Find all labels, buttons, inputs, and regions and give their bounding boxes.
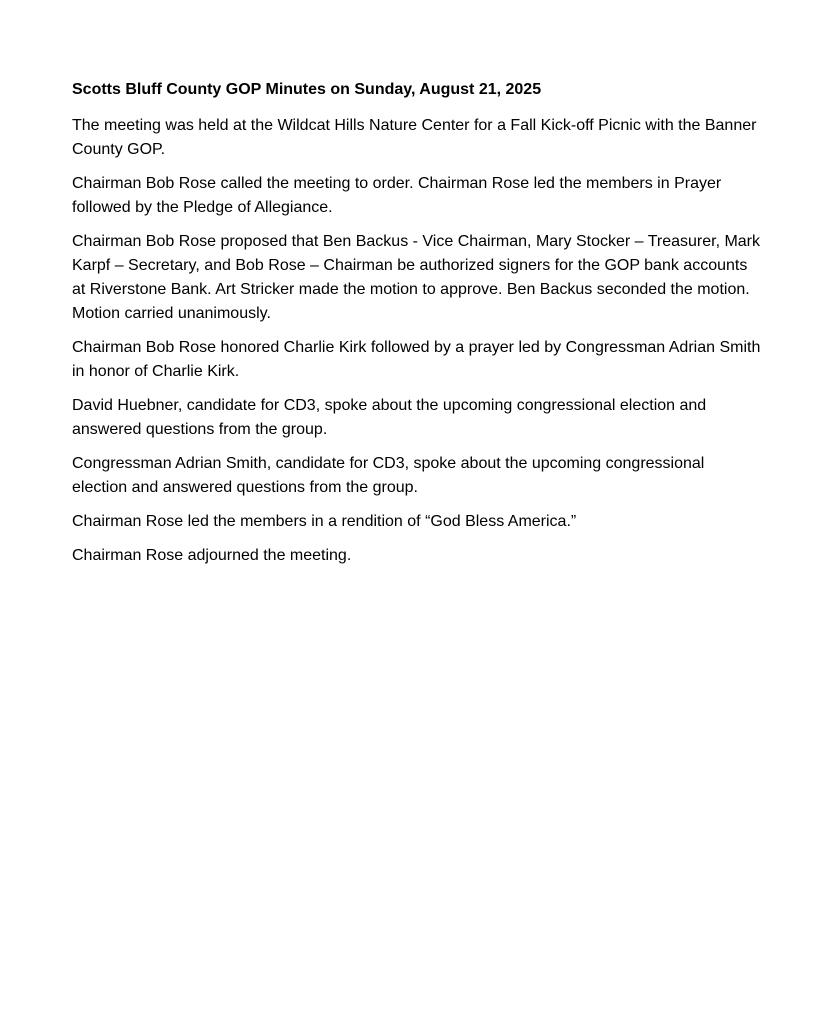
paragraph-authorized-signers: Chairman Bob Rose proposed that Ben Backus - Vice Chairman, Mary Stocker – Treasurer, Mark Karpf – Secretary, and Bob Rose – Chairman be authorized signers for the GOP bank accounts at Riverstone Bank. Art Stricker made the motion to approve. Ben Backus seconded the motion. Motion carried unanimously. bbox=[72, 233, 761, 322]
document-title: Scotts Bluff County GOP Minutes on Sunday, August 21, 2025 bbox=[72, 81, 542, 98]
paragraph-call-to-order: Chairman Bob Rose called the meeting to order. Chairman Rose led the members in Prayer followed by the Pledge of Allegiance. bbox=[72, 175, 722, 216]
paragraph-david-huebner: David Huebner, candidate for CD3, spoke about the upcoming congressional election and answered questions from the group. bbox=[72, 397, 707, 438]
paragraph-god-bless-america: Chairman Rose led the members in a rendition of “God Bless America.” bbox=[72, 513, 577, 530]
paragraph-adjourned: Chairman Rose adjourned the meeting. bbox=[72, 547, 352, 564]
document-page bbox=[72, 78, 762, 578]
paragraph-adrian-smith: Congressman Adrian Smith, candidate for CD3, spoke about the upcoming congressional election and answered questions from the group. bbox=[72, 455, 705, 496]
paragraph-meeting-location: The meeting was held at the Wildcat Hills Nature Center for a Fall Kick-off Picnic with the Banner County GOP. bbox=[72, 117, 757, 158]
paragraph-honor-charlie-kirk: Chairman Bob Rose honored Charlie Kirk followed by a prayer led by Congressman Adrian Smith in honor of Charlie Kirk. bbox=[72, 339, 761, 380]
